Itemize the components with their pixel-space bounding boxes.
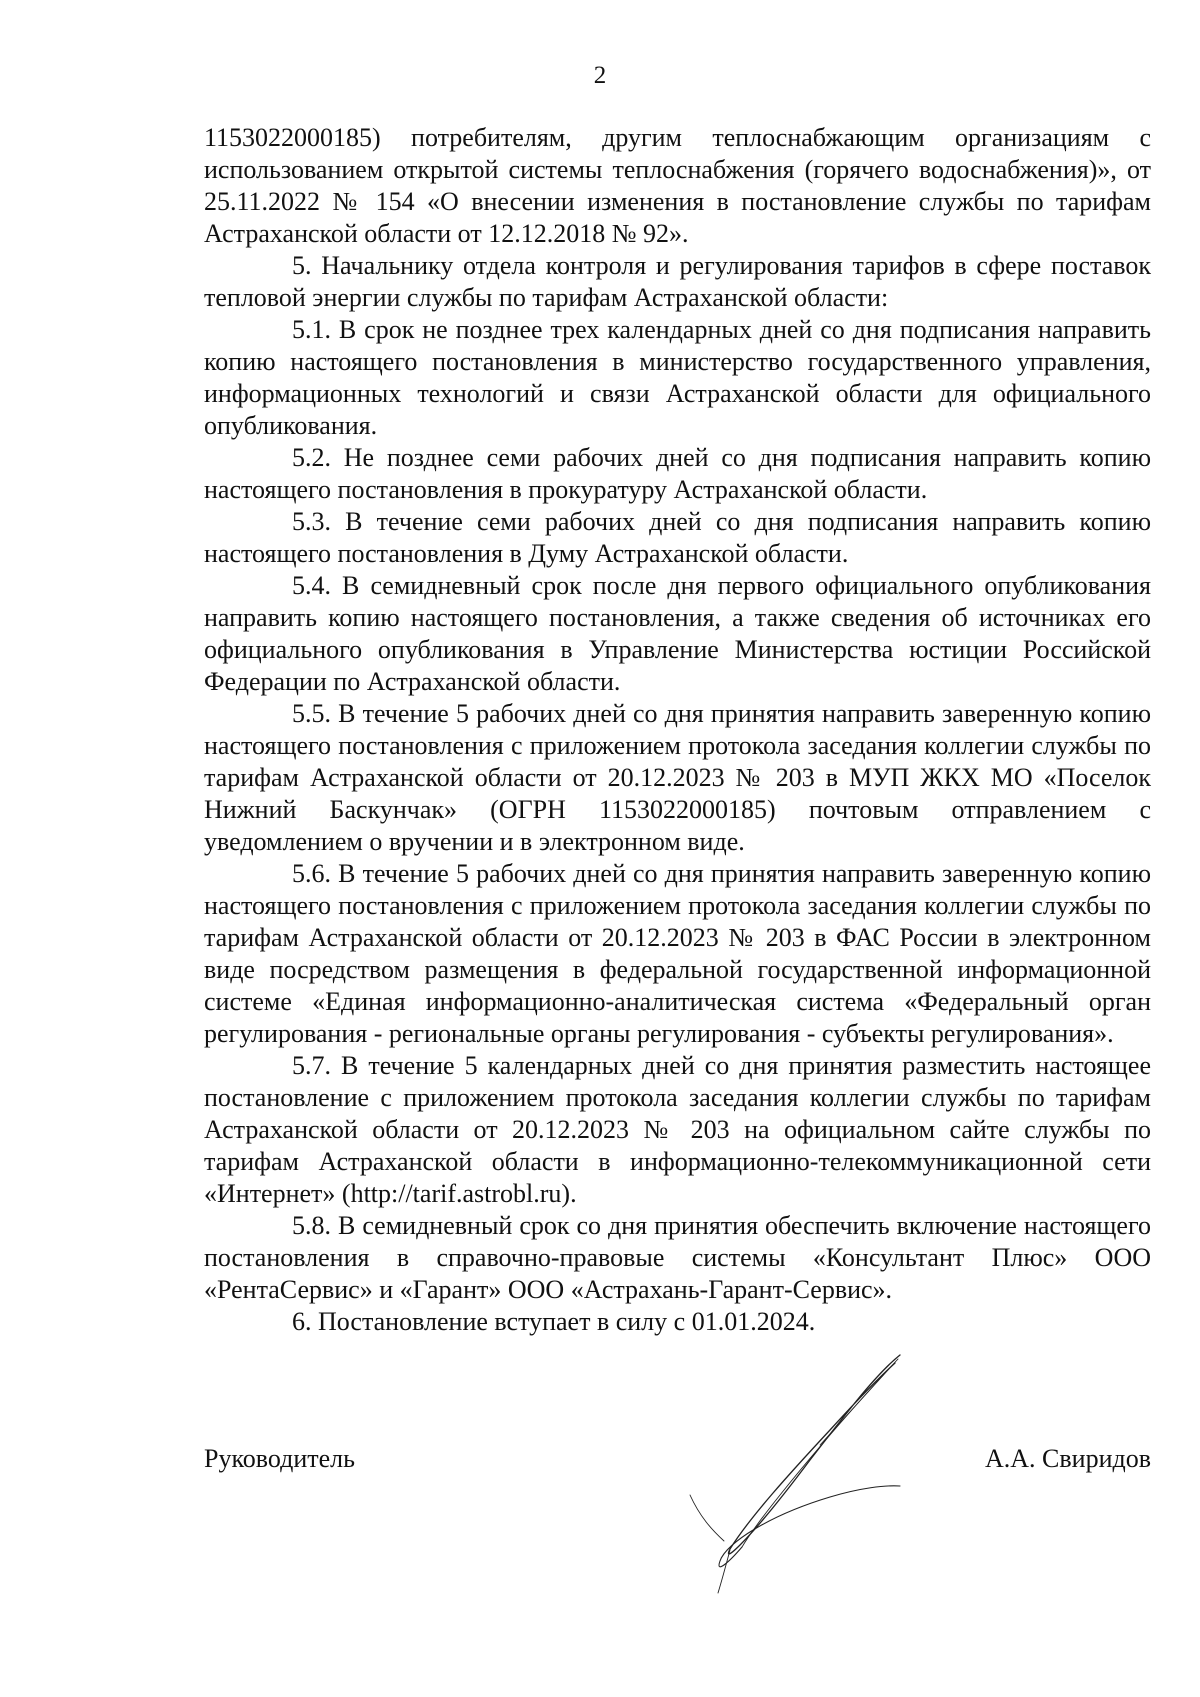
paragraph-5-4: 5.4. В семидневный срок после дня первого официального опубликования направить копию настоящего постановления, а также сведения об источниках его официального опубликования в Управление Министерства юстиции Российской Федерации по Астраханской области. (204, 571, 1151, 696)
paragraph-5-6: 5.6. В течение 5 рабочих дней со дня принятия направить заверенную копию настоящего постановления с приложением протокола заседания коллегии службы по тарифам Астраханской области от 20.12.2023 № 203 в ФАС России в электронном виде посредством размещения в федеральной государственной информационной системе «Единая информационно-аналитическая система «Федеральный орган регулирования - региональные органы регулирования - субъекты регулирования». (204, 859, 1151, 1048)
paragraph-5-1: 5.1. В срок не позднее трех календарных дней со дня подписания направить копию настоящего постановления в министерство государственного управления, информационных технологий и связи Астраханской области для официального опубликования. (204, 315, 1151, 440)
page-number: 2 (593, 62, 607, 89)
paragraph-5-8: 5.8. В семидневный срок со дня принятия обеспечить включение настоящего постановления в справочно-правовые системы «Консультант Плюс» ООО «РентаСервис» и «Гарант» ООО «Астрахань-Гарант-Сервис». (204, 1211, 1151, 1304)
signatory-name: А.А. Свиридов (984, 1444, 1151, 1473)
handwritten-signature (660, 1345, 960, 1600)
paragraph-5-2: 5.2. Не позднее семи рабочих дней со дня подписания направить копию настоящего постановления в прокуратуру Астраханской области. (204, 443, 1151, 504)
paragraph-5: 5. Начальнику отдела контроля и регулирования тарифов в сфере поставок тепловой энергии службы по тарифам Астраханской области: (204, 251, 1151, 312)
document-body (204, 122, 1151, 1338)
paragraph-6: 6. Постановление вступает в силу с 01.01.2024. (292, 1307, 816, 1336)
paragraph-5-7: 5.7. В течение 5 календарных дней со дня принятия разместить настоящее постановление с приложением протокола заседания коллегии службы по тарифам Астраханской области от 20.12.2023 № 203 на официальном сайте службы по тарифам Астраханской области в информационно-телекоммуникационной сети «Интернет» (http://tarif.astrobl.ru). (204, 1051, 1151, 1208)
paragraph-5-5: 5.5. В течение 5 рабочих дней со дня принятия направить заверенную копию настоящего постановления с приложением протокола заседания коллегии службы по тарифам Астраханской области от 20.12.2023 № 203 в МУП ЖКХ МО «Поселок Нижний Баскунчак» (ОГРН 1153022000185) почтовым отправлением с уведомлением о вручении и в электронном виде. (204, 699, 1151, 856)
paragraph-continuation: 1153022000185) потребителям, другим теплоснабжающим организациям с использованием открытой системы теплоснабжения (горячего водоснабжения)», от 25.11.2022 № 154 «О внесении изменения в постановление службы по тарифам Астраханской области от 12.12.2018 № 92». (204, 123, 1151, 248)
signatory-title: Руководитель (204, 1444, 355, 1473)
paragraph-5-3: 5.3. В течение семи рабочих дней со дня подписания направить копию настоящего постановления в Думу Астраханской области. (204, 507, 1151, 568)
